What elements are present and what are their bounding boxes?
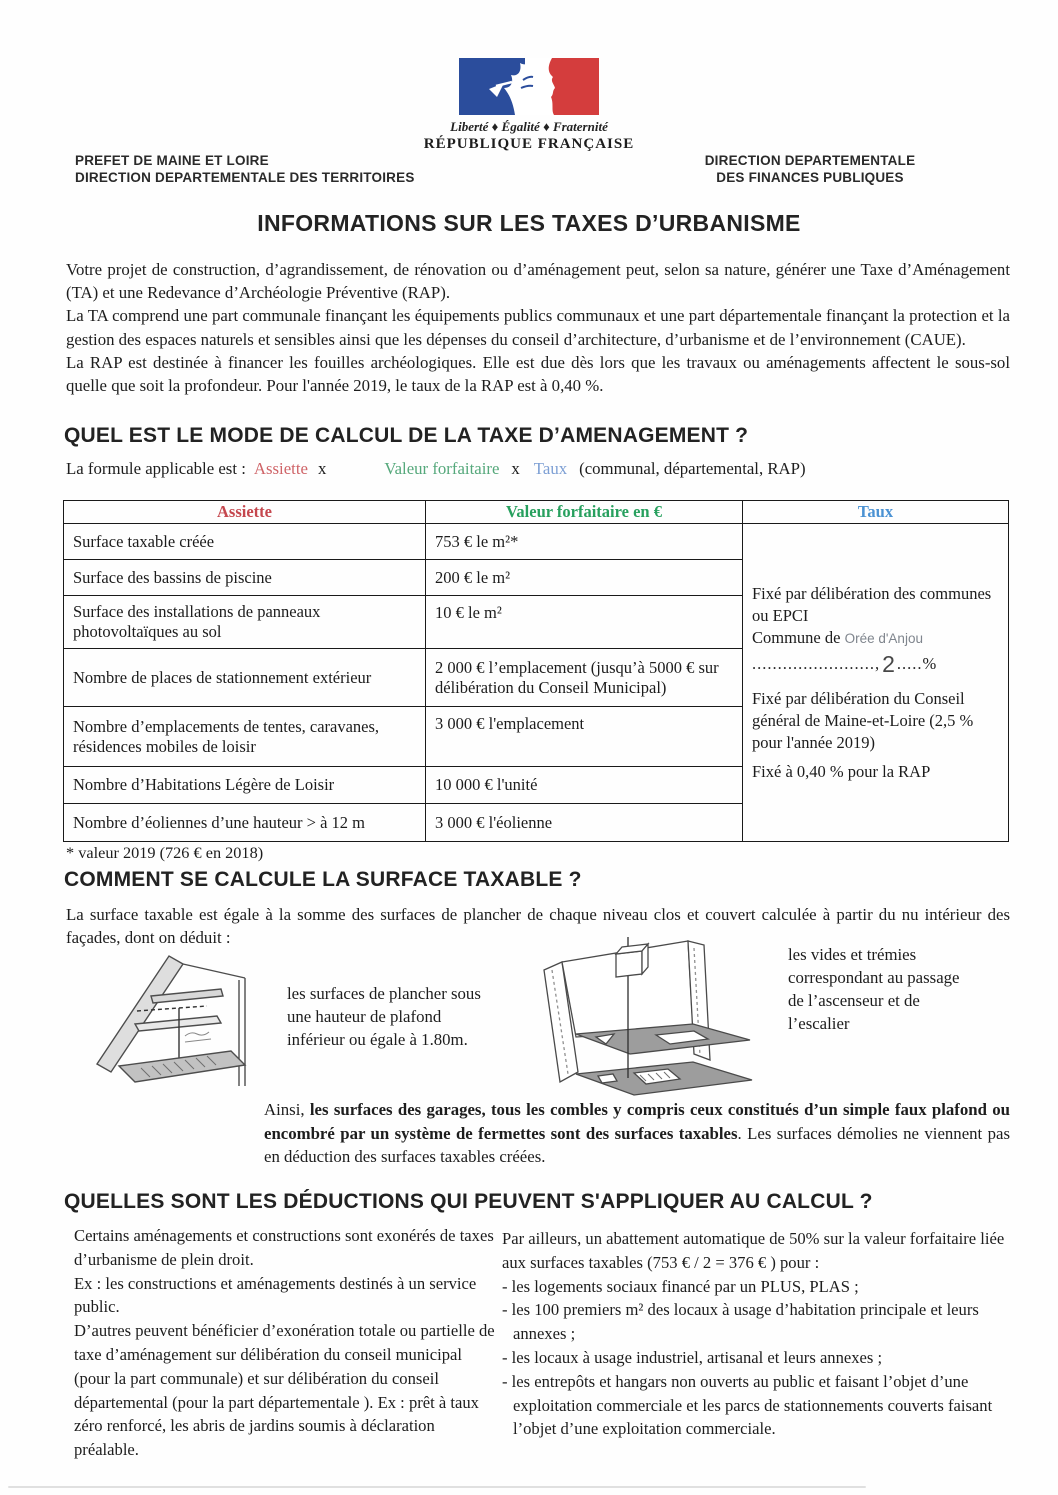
- assiette-cell: Surface taxable créée: [64, 524, 426, 560]
- taux-commune-value: Orée d'Anjou: [844, 630, 923, 646]
- percent-sign: %: [922, 653, 937, 673]
- section-heading-calcul: QUEL EST LE MODE DE CALCUL DE LA TAXE D’AMENAGEMENT ?: [64, 424, 749, 447]
- taux-text-1: Fixé par délibération des communes ou EPCI: [752, 583, 992, 625]
- ainsi-suffix: . Les surfaces démolies ne viennent pas en déduction des surfaces taxables créées.: [264, 1123, 1010, 1167]
- deductions-right-column: [502, 1227, 1010, 1441]
- deductions-left-p2: Ex : les constructions et aménagements destinés à un service public.: [74, 1273, 477, 1317]
- deduction-bullet-2: - les 100 premiers m² des locaux à usage d’habitation principale et leurs annexes ;: [502, 1300, 979, 1344]
- valeur-cell: 3 000 € l'éolienne: [426, 804, 743, 842]
- formula-taux: Taux: [533, 459, 568, 478]
- caption-surfaces-plancher: les surfaces de plancher sous une hauteur de plafond inférieur ou égale à 1.80m.: [287, 984, 481, 1049]
- intro-paragraph-3: La RAP est destinée à financer les fouilles archéologiques. Elle est due dès lors que les travaux ou aménagements affectent le sous-sol quelle que soit la profondeur. Pour l'année 2019, le taux de la RAP est à 0,40 %.: [66, 352, 1010, 396]
- intro-paragraph-1: Votre projet de construction, d’agrandissement, de rénovation ou d’aménagement peut, selon sa nature, générer une Taxe d’Aménagement (TA) et une Redevance d’Archéologie Préventive (RAP).: [66, 260, 1010, 303]
- valeur-cell: 10 € le m²: [426, 596, 743, 649]
- taux-cell: [743, 524, 1009, 842]
- logo-motto: Liberté ♦ Égalité ♦ Fraternité: [450, 119, 608, 134]
- section-heading-surface: COMMENT SE CALCULE LA SURFACE TAXABLE ?: [64, 868, 582, 891]
- formula-suffix: (communal, départemental, RAP): [579, 459, 806, 478]
- deductions-left-p3: D’autres peuvent bénéficier d’exonération totale ou partielle de taxe d’aménagement sur délibération du conseil municipal (pour la part communale) et sur délibération du conseil départemental (pour la part départementale ). Ex : prêt à taux zéro renforcé, les abris de jardins soumis à déclaration préalable.: [74, 1321, 495, 1460]
- caption-vides-tremies: les vides et trémies correspondant au passage de l’ascenseur et de l’escalier: [788, 945, 960, 1033]
- assiette-cell: Nombre de places de stationnement extérieur: [64, 649, 426, 707]
- deductions-left-column: [74, 1224, 502, 1462]
- valeur-cell: 3 000 € l'emplacement: [426, 707, 743, 767]
- formula-valeur-forfaitaire: Valeur forfaitaire: [384, 459, 500, 478]
- ddfp-line2: DES FINANCES PUBLIQUES: [716, 170, 904, 185]
- scan-artifact-line: [8, 1486, 866, 1488]
- ainsi-bold-text: les surfaces des garages, tous les combles y compris ceux constitués d’un simple faux plafond ou encombré par un système de fermettes sont des surfaces taxables: [264, 1100, 1010, 1143]
- formula-times-1: x: [317, 459, 327, 478]
- taux-commune-line: [752, 627, 999, 650]
- header-right-block: [660, 152, 960, 186]
- voids-tremies-diagram: [536, 934, 758, 1099]
- logo-republic-label: RÉPUBLIQUE FRANÇAISE: [423, 136, 635, 152]
- deduction-bullet-1: - les logements sociaux financé par un PLUS, PLAS ;: [502, 1276, 859, 1296]
- taux-rate-value: 2: [882, 650, 895, 677]
- deductions-left-p1: Certains aménagements et constructions sont exonérés de taxes d’urbanisme de plein droit.: [74, 1226, 494, 1269]
- assiette-cell: Surface des bassins de piscine: [64, 560, 426, 596]
- ainsi-paragraph: [264, 1098, 1010, 1169]
- taux-text-3: Fixé à 0,40 % pour la RAP: [752, 761, 931, 781]
- assiette-cell: Nombre d’éoliennes d’une hauteur > à 12 m: [64, 804, 426, 842]
- prefet-line: PREFET DE MAINE ET LOIRE: [75, 153, 269, 168]
- taux-rate-line: [752, 650, 999, 675]
- ddt-line: DIRECTION DEPARTEMENTALE DES TERRITOIRES: [75, 170, 415, 185]
- attic-section-diagram: [93, 950, 258, 1090]
- surface-intro: La surface taxable est égale à la somme des surfaces de plancher de chaque niveau clos et couvert calculée à partir du nu intérieur des façades, dont on déduit :: [66, 905, 1010, 948]
- formula-times-2: x: [511, 459, 520, 478]
- marianne-flag-icon: [459, 58, 599, 115]
- intro-paragraph-2: La TA comprend une part communale finançant les équipements publics communaux et une part départementale finançant la protection et la gestion des espaces naturels et sensibles ainsi que les dépenses du conseil d’architecture, d’urbanisme et de l’environnement (CAUE).: [66, 306, 1010, 349]
- intro-block: [66, 258, 1010, 397]
- dotted-leader-2: .....: [896, 653, 923, 673]
- column-header-assiette: Assiette: [64, 501, 426, 524]
- dotted-leader: ........................,: [752, 653, 881, 673]
- table-footnote: * valeur 2019 (726 € en 2018): [66, 843, 264, 862]
- assiette-cell: Surface des installations de panneaux photovoltaïques au sol: [64, 596, 426, 649]
- taux-text-2: Fixé par délibération du Conseil général de Maine-et-Loire (2,5 % pour l'année 2019): [752, 688, 974, 752]
- column-header-taux: Taux: [743, 501, 1009, 524]
- valeur-cell: 753 € le m²*: [426, 524, 743, 560]
- deductions-right-intro: Par ailleurs, un abattement automatique de 50% sur la valeur forfaitaire liée aux surfaces taxables (753 € / 2 = 376 € ) pour :: [502, 1229, 1005, 1272]
- header-left-block: [75, 152, 415, 186]
- deduction-bullet-3: - les locaux à usage industriel, artisanal et leurs annexes ;: [502, 1347, 883, 1367]
- section-heading-deductions: QUELLES SONT LES DÉDUCTIONS QUI PEUVENT S'APPLIQUER AU CALCUL ?: [64, 1190, 873, 1213]
- formula-assiette: Assiette: [253, 459, 308, 478]
- assiette-cell: Nombre d’emplacements de tentes, caravanes, résidences mobiles de loisir: [64, 707, 426, 767]
- assiette-cell: Nombre d’Habitations Légère de Loisir: [64, 767, 426, 804]
- table-row: [64, 524, 1009, 560]
- valeur-cell: 200 € le m²: [426, 560, 743, 596]
- ddfp-line1: DIRECTION DEPARTEMENTALE: [704, 153, 916, 168]
- valeur-cell: 10 000 € l'unité: [426, 767, 743, 804]
- tax-calculation-table: [63, 500, 1009, 842]
- valeur-cell: 2 000 € l’emplacement (jusqu’à 5000 € sur délibération du Conseil Municipal): [426, 649, 743, 707]
- table-header-row: [64, 501, 1009, 524]
- taux-commune-label: Commune de: [752, 627, 841, 647]
- ainsi-prefix: Ainsi,: [264, 1100, 310, 1119]
- deduction-bullet-4: - les entrepôts et hangars non ouverts au public et faisant l’objet d’une exploitation commerciale et les parcs de stationnements couverts faisant l’objet d’une exploitation commerciale.: [502, 1371, 993, 1439]
- formula-line: [66, 459, 806, 479]
- formula-prefix: La formule applicable est :: [66, 459, 246, 478]
- column-header-valeur: Valeur forfaitaire en €: [426, 501, 743, 524]
- page-title: INFORMATIONS SUR LES TAXES D’URBANISME: [257, 210, 801, 236]
